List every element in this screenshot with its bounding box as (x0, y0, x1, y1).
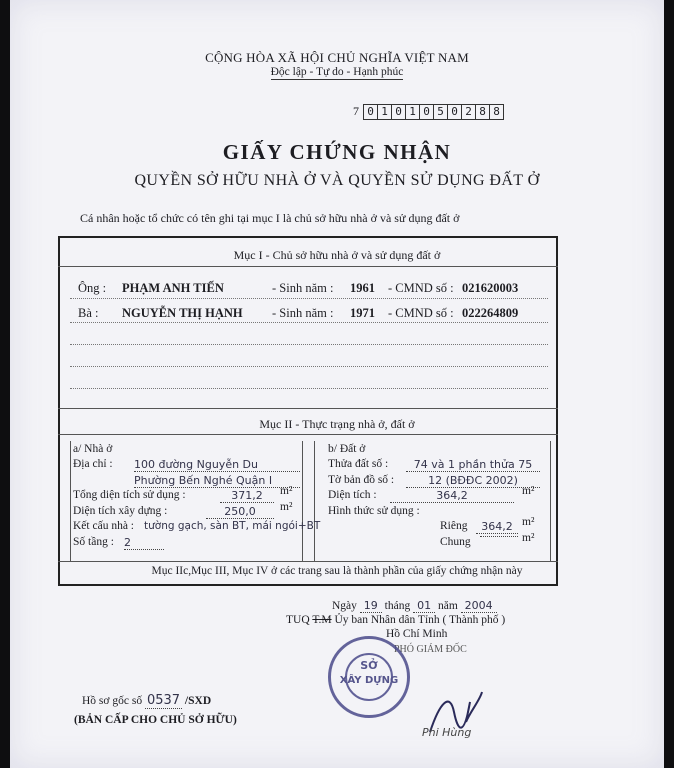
serial-number (353, 104, 503, 120)
address-line-1: 100 đường Nguyễn Du (134, 458, 300, 472)
serial-digit: 2 (461, 104, 476, 120)
section-2-heading: Mục II - Thực trạng nhà ở, đất ở (259, 417, 415, 431)
authority-line-1 (286, 614, 505, 626)
stamp-line-2: XÂY DỰNG (339, 675, 399, 686)
private-value: 364,2 (476, 520, 518, 534)
house-label: a/ Nhà ở (73, 443, 113, 455)
certificate-subtitle: QUYỀN SỞ HỮU NHÀ Ở VÀ QUYỀN SỬ DỤNG ĐẤT Ở (134, 172, 540, 189)
authority-title: PHÓ GIÁM ĐỐC (394, 644, 467, 655)
floors-value: 2 (124, 536, 164, 550)
structure-label: Kết cấu nhà : (73, 520, 134, 532)
motto-text: Độc lập - Tự do - Hạnh phúc (270, 66, 404, 78)
date-year-label: năm (437, 600, 458, 612)
country-header: CỘNG HÒA XÃ HỘI CHỦ NGHĨA VIỆT NAM (205, 50, 469, 65)
copy-note: (BẢN CẤP CHO CHỦ SỞ HỮU) (74, 714, 237, 726)
date-month-label: tháng (384, 600, 411, 612)
address-label: Địa chỉ : (73, 458, 113, 470)
authority-prefix: TUQ (286, 614, 310, 626)
serial-digit: 1 (405, 104, 420, 120)
owner-2-name: NGUYỄN THỊ HẠNH (122, 306, 243, 320)
owner-1-prefix: Ông : (78, 281, 107, 295)
serial-digit: 8 (475, 104, 490, 120)
parcel-label: Thửa đất số : (328, 458, 389, 470)
box-divider (314, 441, 315, 561)
file-number (82, 693, 211, 708)
owner-1-birth-label: - Sinh năm : (272, 281, 334, 295)
land-area-unit: m² (522, 485, 535, 497)
shared-value (480, 536, 518, 537)
motto (10, 66, 664, 78)
serial-digit: 5 (433, 104, 448, 120)
file-number-suffix: /SXD (184, 695, 212, 707)
official-stamp (328, 636, 410, 718)
usage-label: Hình thức sử dụng : (328, 505, 420, 517)
divider (58, 408, 558, 409)
owner-2-birth-label: - Sinh năm : (272, 306, 334, 320)
private-label: Riêng (440, 520, 468, 532)
box-left (70, 441, 71, 561)
date-line (332, 599, 497, 612)
map-value: 12 (BĐĐC 2002) (406, 474, 540, 488)
serial-digit: 0 (391, 104, 406, 120)
serial-digit: 0 (363, 104, 378, 120)
build-area-label: Diện tích xây dựng : (73, 505, 168, 517)
date-day: 19 (360, 599, 382, 613)
date-year: 2004 (461, 599, 497, 613)
land-label: b/ Đất ở (328, 443, 366, 455)
owner-1-name: PHẠM ANH TIẾN (122, 281, 224, 295)
parcel-value: 74 và 1 phần thửa 75 (406, 458, 540, 472)
serial-digit: 1 (377, 104, 392, 120)
stamp-line-1: SỞ (360, 659, 378, 672)
authority-struck: T.M (312, 614, 332, 626)
certificate-page (10, 0, 664, 768)
owner-1-birth: 1961 (350, 281, 375, 295)
dotted-line (70, 388, 548, 389)
map-label: Tờ bản đồ số : (328, 474, 395, 486)
owner-2-id: 022264809 (462, 306, 519, 320)
file-number-label: Hồ sơ gốc số (82, 695, 143, 707)
serial-digit: 8 (489, 104, 504, 120)
build-area-unit: m² (280, 501, 293, 513)
authority-city: Hồ Chí Minh (386, 628, 448, 640)
floors-label: Số tầng : (73, 536, 114, 548)
certificate-title: GIẤY CHỨNG NHẬN (222, 140, 452, 164)
total-area-label: Tổng diện tích sử dụng : (73, 489, 186, 501)
owner-2-prefix: Bà : (78, 306, 99, 320)
date-month: 01 (413, 599, 435, 613)
owner-2-id-label: - CMND số : (388, 306, 454, 320)
date-day-label: Ngày (332, 600, 357, 612)
land-area-value: 364,2 (390, 489, 514, 503)
address-line-2: Phường Bến Nghé Quận I (134, 474, 300, 488)
box-right (550, 441, 551, 561)
box-divider (302, 441, 303, 561)
total-area-unit: m² (280, 485, 293, 497)
dotted-line (70, 366, 548, 367)
total-area-value: 371,2 (220, 489, 274, 503)
serial-digit: 0 (419, 104, 434, 120)
divider (58, 561, 558, 562)
serial-digit: 0 (447, 104, 462, 120)
dotted-line (70, 344, 548, 345)
intro-text: Cá nhân hoặc tổ chức có tên ghi tại mục I là chủ sở hữu nhà ở và sử dụng đất ở (80, 211, 460, 225)
owner-1-id: 021620003 (462, 281, 519, 295)
shared-label: Chung (440, 536, 471, 548)
land-area-label: Diện tích : (328, 489, 377, 501)
build-area-value: 250,0 (206, 505, 274, 519)
shared-unit: m² (522, 532, 535, 544)
section-1-heading: Mục I - Chủ sở hữu nhà ở và sử dụng đất ở (233, 248, 441, 262)
file-number-value: 0537 (146, 693, 181, 708)
dotted-line (70, 322, 548, 323)
private-unit: m² (522, 516, 535, 528)
owner-2-birth: 1971 (350, 306, 375, 320)
structure-value: tường gạch, sàn BT, mái ngói+BT (144, 520, 321, 532)
owner-1-id-label: - CMND số : (388, 281, 454, 295)
footer-note: Mục IIc,Mục III, Mục IV ở các trang sau là thành phần của giấy chứng nhận này (151, 565, 523, 577)
authority-name: Ủy ban Nhân dân Tỉnh ( Thành phố ) (334, 614, 506, 626)
serial-digit: 7 (353, 104, 359, 118)
signature-name: Phi Hùng (422, 726, 472, 739)
divider (58, 266, 558, 267)
divider (58, 434, 558, 435)
dotted-line (70, 298, 548, 299)
